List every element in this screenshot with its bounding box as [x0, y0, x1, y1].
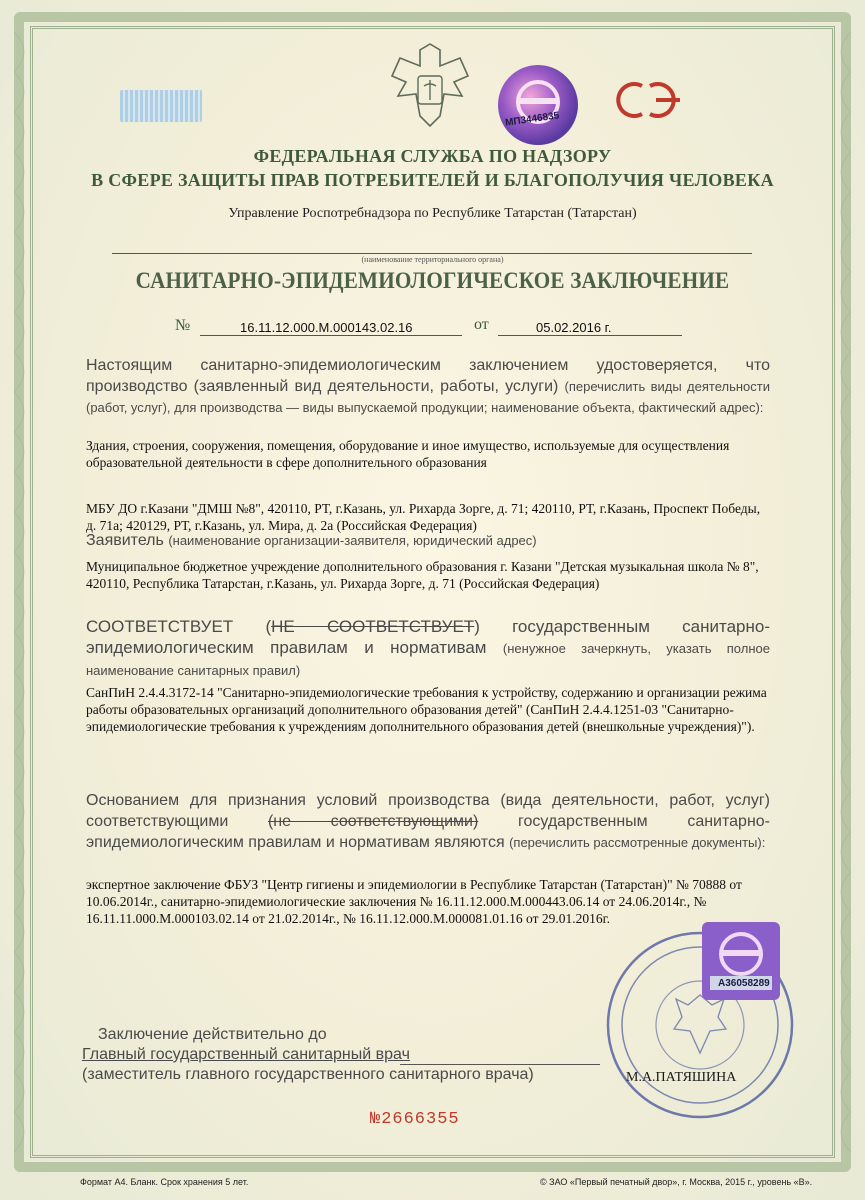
section1-lead — [86, 355, 770, 418]
header-line-1: ФЕДЕРАЛЬНАЯ СЛУЖБА ПО НАДЗОРУ — [253, 146, 612, 166]
object-address: МБУ ДО г.Казани "ДМШ №8", 420110, РТ, г.Казань, ул. Рихарда Зорге, д. 71; 420110, РТ, г.Казань, Проспект Победы, д. 71а; 420129, РТ, г.Казань, ул. Мира, д. 2а (Российская Федерация) — [86, 501, 761, 533]
applicant-line — [86, 530, 770, 551]
basis-lead-struck: (не соответствующими) — [267, 813, 479, 830]
hologram-2-code: А36058289 — [718, 978, 770, 989]
header-line-2: В СФЕРЕ ЗАЩИТЫ ПРАВ ПОТРЕБИТЕЛЕЙ И БЛАГОПОЛУЧИЯ ЧЕЛОВЕКА — [91, 170, 774, 190]
sanitary-rules: СанПиН 2.4.4.3172-14 "Санитарно-эпидемиологические требования к устройству, содержанию и организации режима работы образовательных организаций дополнительного образования детей" (СанПиН 2.4.4.1251-03 "Санитарно-эпидемиологические требования к учреждениям дополнительного образования детей (внешкольные учреждения)"). — [86, 685, 767, 734]
number-label: № — [175, 317, 191, 334]
date-label: от — [474, 316, 489, 333]
authority-caption: (наименование территориального органа) — [361, 255, 504, 264]
printer-note: © ЗАО «Первый печатный двор», г. Москва, 2015 г., уровень «В». — [540, 1177, 813, 1187]
hologram-code: МП3446835 — [504, 110, 560, 129]
date-rule — [498, 335, 682, 336]
eagle-emblem-icon — [382, 36, 478, 132]
section1-lead-note: (перечислить виды деятельности (работ, услуг), для производства — виды выпускаемой продукции; наименование объекта, фактический адрес): — [86, 379, 770, 415]
compliance-yes: СООТВЕТСТВУЕТ — [86, 617, 234, 636]
authority-name: Управление Роспотребнадзора по Республике Татарстан (Татарстан) — [228, 206, 637, 221]
authority-rule — [112, 253, 752, 254]
validity-label: Заключение действительно до — [98, 1026, 327, 1043]
applicant-label: Заявитель — [86, 532, 164, 549]
document-date: 05.02.2016 г. — [536, 320, 612, 335]
deputy-label: (заместитель главного государственного санитарного врача) — [82, 1066, 534, 1083]
se-certification-logo-icon — [606, 76, 690, 124]
activity-description: Здания, строения, сооружения, помещения, оборудование и иное имущество, используемые для осуществления образовательной деятельности в сфере дополнительного образования — [86, 438, 730, 470]
form-serial-number: №2666355 — [370, 1110, 460, 1129]
basis-documents: экспертное заключение ФБУЗ "Центр гигиены и эпидемиологии в Республике Татарстан (Татарстан)" № 70888 от 10.06.2014г., санитарно-эпидемиологические заключения № 16.11.12.000.М.000443.06.14 от 24.06.2014г., № 16.11.11.000.М.000103.02.14 от 21.02.2014г., № 16.11.12.000.М.000081.01.16 от 29.01.2016г. — [86, 877, 742, 926]
compliance-no-struck: НЕ СООТВЕТСТВУЕТ — [271, 617, 475, 636]
security-strip — [120, 90, 202, 122]
form-note: Формат А4. Бланк. Срок хранения 5 лет. — [80, 1177, 249, 1187]
applicant-value: Муниципальное бюджетное учреждение дополнительного образования г. Казани "Детская музыкальная школа № 8", 420110, Республика Татарстан, г.Казань, ул. Рихарда Зорге, д. 71 (Российская Федерация) — [86, 559, 759, 591]
document-title: САНИТАРНО-ЭПИДЕМИОЛОГИЧЕСКОЕ ЗАКЛЮЧЕНИЕ — [135, 268, 730, 293]
hologram-sticker-icon — [495, 62, 581, 148]
signer-name: М.А.ПАТЯШИНА — [626, 1070, 737, 1085]
document-number: 16.11.12.000.М.000143.02.16 — [240, 320, 413, 335]
section1-lead-text: Настоящим санитарно-эпидемиологическим заключением удостоверяется, что производство (заявленный вид деятельности, работы, услуги) — [86, 357, 770, 395]
compliance-note: (ненужное зачеркнуть, указать полное наименование санитарных правил) — [86, 641, 770, 678]
basis-statement — [86, 790, 770, 853]
hologram-sticker-2-icon — [700, 920, 782, 1002]
number-rule — [200, 335, 462, 336]
basis-note: (перечислить рассмотренные документы): — [509, 835, 766, 850]
signature-rule — [400, 1064, 600, 1065]
basis-lead-b: государственным санитарно-эпидемиологическим правилам и нормативам являются — [86, 813, 770, 851]
compliance-statement: СООТВЕТСТВУЕТ (НЕ СООТВЕТСТВУЕТ) государственным санитарно-эпидемиологическим правилам и нормативам (ненужное зачеркнуть, указать полное наименование санитарных правил) — [86, 617, 771, 678]
chief-doctor-label: Главный государственный санитарный врач — [82, 1046, 410, 1063]
basis-lead-a: Основанием для признания условий производства (вида деятельности, работ, услуг) соответствующими — [86, 792, 770, 830]
compliance-rest: государственным санитарно-эпидемиологическим правилам и нормативам — [86, 617, 771, 657]
applicant-note: (наименование организации-заявителя, юридический адрес) — [168, 533, 537, 548]
